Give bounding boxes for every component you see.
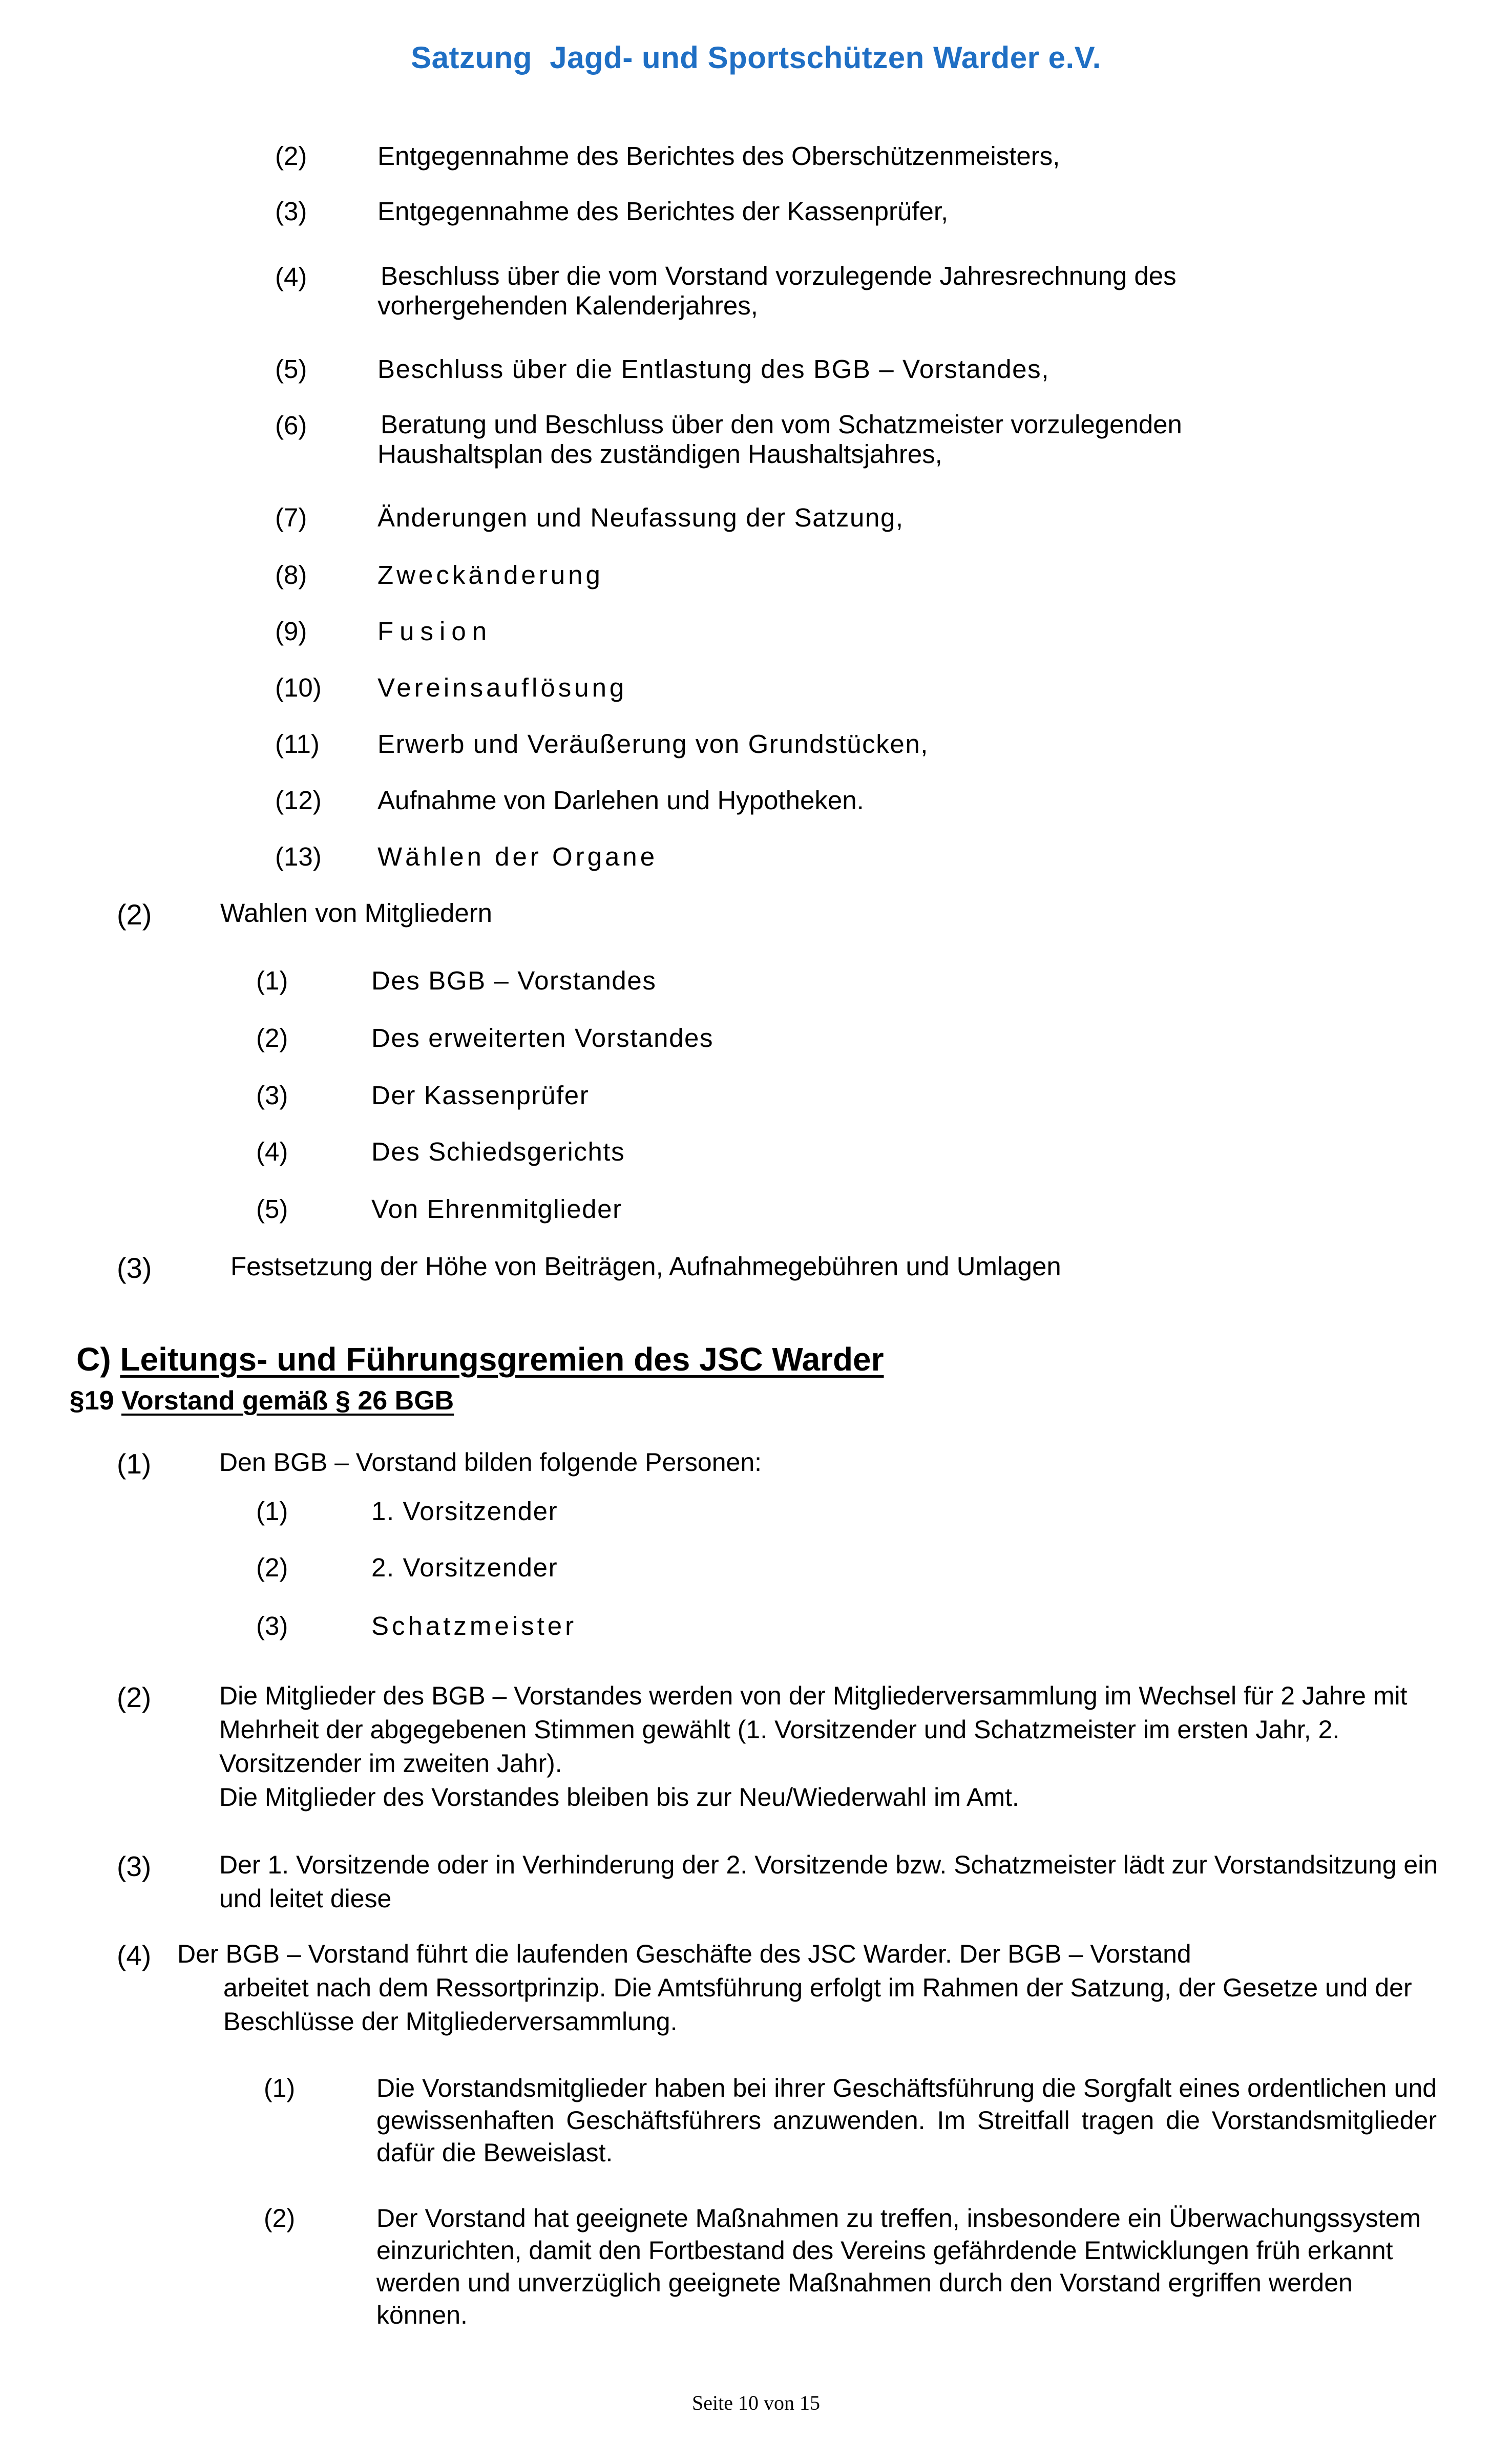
list-item-number: (7) — [275, 503, 307, 532]
list-item-text: Erwerb und Veräußerung von Grundstücken, — [377, 729, 929, 759]
list-item — [275, 140, 1453, 172]
list-item-number: (8) — [275, 560, 307, 589]
paragraph-heading-19-title: Vorstand gemäß § 26 BGB — [121, 1386, 454, 1416]
list-item-number: (2) — [117, 1681, 152, 1713]
list-item — [275, 841, 1453, 873]
list-item-text: Aufnahme von Darlehen und Hypotheken. — [377, 786, 864, 815]
list-item — [275, 261, 1340, 320]
list-item-text: Entgegennahme des Berichtes der Kassenprüfer, — [377, 197, 949, 226]
list-item-text: Des Schiedsgerichts — [371, 1137, 625, 1166]
list-item-number: (2) — [264, 2204, 296, 2233]
list-item-number: (11) — [275, 729, 320, 759]
list-item-text: Wählen der Organe — [377, 842, 658, 871]
list-item — [275, 353, 1453, 385]
list-item — [275, 616, 1453, 647]
list-item-number: (1) — [256, 1497, 288, 1526]
list-item-text: Die Mitglieder des BGB – Vorstandes werden von der Mitgliederversammlung im Wechsel für 2 Jahre mit Mehrheit der abgegebenen Stimmen gewählt (1. Vorsitzender und Schatzmeister im ersten Jahr, 2. Vorsitzender im zweiten Jahr). — [219, 1681, 1415, 1778]
list-item — [264, 2072, 1444, 2169]
list-item-text: Des BGB – Vorstandes — [371, 966, 657, 995]
paragraph-item — [117, 1445, 1448, 1479]
list-item-number: (4) — [117, 1940, 152, 1971]
list-item-text: Beschluss über die Entlastung des BGB – Vorstandes, — [377, 354, 1049, 384]
list-item-text: Beratung und Beschluss über den vom Schatzmeister vorzulegenden Haushaltsplan des zuständigen Haushaltsjahres, — [377, 410, 1190, 469]
list-item-text: Wahlen von Mitgliedern — [220, 898, 493, 928]
paragraph-item — [117, 1679, 1448, 1814]
list-item — [275, 502, 1453, 534]
list-item — [275, 196, 1453, 227]
list-item-text: Des erweiterten Vorstandes — [371, 1023, 714, 1052]
list-item — [275, 672, 1453, 704]
list-item — [256, 1136, 1460, 1168]
list-item-number: (2) — [117, 898, 152, 931]
list-item-text-continued: Die Mitglieder des Vorstandes bleiben bis zur Neu/Wiederwahl im Amt. — [219, 1783, 1019, 1812]
list-item-number: (2) — [256, 1553, 288, 1582]
list-item-number: (4) — [275, 262, 307, 291]
paragraph-heading-19-prefix: §19 — [69, 1386, 122, 1416]
paragraph-item — [117, 1848, 1469, 1915]
list-item-number: (3) — [275, 197, 307, 226]
list-item-number: (1) — [256, 966, 288, 995]
list-item — [256, 1080, 1460, 1111]
list-item-text: Fusion — [377, 617, 493, 646]
list-item-wahlen — [117, 897, 1448, 929]
list-item — [275, 559, 1453, 591]
list-item-number: (9) — [275, 617, 307, 646]
list-item-text: 2. Vorsitzender — [371, 1553, 558, 1582]
list-item-text: Den BGB – Vorstand bilden folgende Personen: — [219, 1448, 762, 1477]
list-item-text: Beschluss über die vom Vorstand vorzulegende Jahresrechnung des vorhergehenden Kalenderjahres, — [377, 261, 1184, 320]
list-item-number: (2) — [256, 1023, 288, 1052]
list-item — [275, 728, 1453, 760]
list-item — [256, 1552, 1460, 1584]
list-item — [275, 410, 1351, 469]
list-item-number: (4) — [256, 1137, 288, 1166]
list-item-number: (1) — [117, 1448, 152, 1480]
list-item-number: (12) — [275, 786, 322, 815]
list-item-text: 1. Vorsitzender — [371, 1497, 558, 1526]
list-item-text: Der Vorstand hat geeignete Maßnahmen zu treffen, insbesondere ein Überwachungssystem einzurichten, damit den Fortbestand des Vereins gefährdende Entwicklungen früh erkannt werden und unverzüglich geeignete Maßnahmen durch den Vorstand ergriffen werden können. — [376, 2204, 1429, 2329]
list-item-text: Festsetzung der Höhe von Beiträgen, Aufnahmegebühren und Umlagen — [230, 1252, 1061, 1281]
list-item-text: Entgegennahme des Berichtes des Oberschützenmeisters, — [377, 141, 1060, 171]
list-item — [264, 2202, 1437, 2331]
list-item-text: Vereinsauflösung — [377, 673, 627, 702]
list-item-text-line1: Der BGB – Vorstand führt die laufenden Geschäfte des JSC Warder. Der BGB – Vorstand — [177, 1940, 1199, 1968]
list-item — [275, 785, 1453, 816]
list-item-number: (3) — [256, 1081, 288, 1110]
list-item — [256, 1022, 1460, 1054]
list-item-text: Die Vorstandsmitglieder haben bei ihrer Geschäftsführung die Sorgfalt eines ordentlichen und gewissenhaften Geschäftsführers anzuwenden. Im Streitfall tragen die Vorstandsmitglieder dafür die Beweislast. — [376, 2074, 1444, 2167]
list-item-number: (3) — [117, 1850, 152, 1882]
list-item-number: (6) — [275, 411, 307, 440]
list-item-text: Schatzmeister — [371, 1611, 577, 1640]
list-item-text: Der Kassenprüfer — [371, 1081, 590, 1110]
section-heading-c-title: Leitungs- und Führungsgremien des JSC Warder — [120, 1341, 884, 1378]
list-item — [256, 965, 1460, 997]
section-heading-c-prefix: C) — [76, 1341, 120, 1378]
list-item-number: (5) — [275, 354, 307, 384]
paragraph-item — [117, 1937, 1489, 2038]
list-item-number: (3) — [117, 1252, 152, 1284]
list-item-text: Zweckänderung — [377, 560, 603, 589]
list-item — [256, 1496, 1460, 1527]
list-item-text: Änderungen und Neufassung der Satzung, — [377, 503, 904, 532]
list-item — [256, 1610, 1460, 1642]
list-item — [256, 1193, 1460, 1225]
list-item-number: (5) — [256, 1194, 288, 1224]
list-item-number: (1) — [264, 2074, 296, 2102]
list-item-number: (2) — [275, 141, 307, 171]
paragraph-heading-19 — [40, 1355, 454, 1447]
list-item-text: Der 1. Vorsitzende oder in Verhinderung der 2. Vorsitzende bzw. Schatzmeister lädt zur Vorstandsitzung ein und leitet diese — [219, 1850, 1445, 1913]
list-item-number: (3) — [256, 1611, 288, 1640]
list-item-number: (10) — [275, 673, 322, 702]
page-footer: Seite 10 von 15 — [692, 2391, 820, 2414]
list-item-text: Von Ehrenmitglieder — [371, 1194, 622, 1224]
list-item-number: (13) — [275, 842, 322, 871]
list-item-text-rest: arbeitet nach dem Ressortprinzip. Die Amtsführung erfolgt im Rahmen der Satzung, der Gesetze und der Beschlüsse der Mitgliederversammlung. — [223, 1973, 1419, 2036]
document-title: Satzung Jagd- und Sportschützen Warder e.V. — [411, 40, 1101, 75]
list-item-festsetzung — [117, 1251, 1448, 1282]
list-item-text — [177, 1937, 1488, 2038]
